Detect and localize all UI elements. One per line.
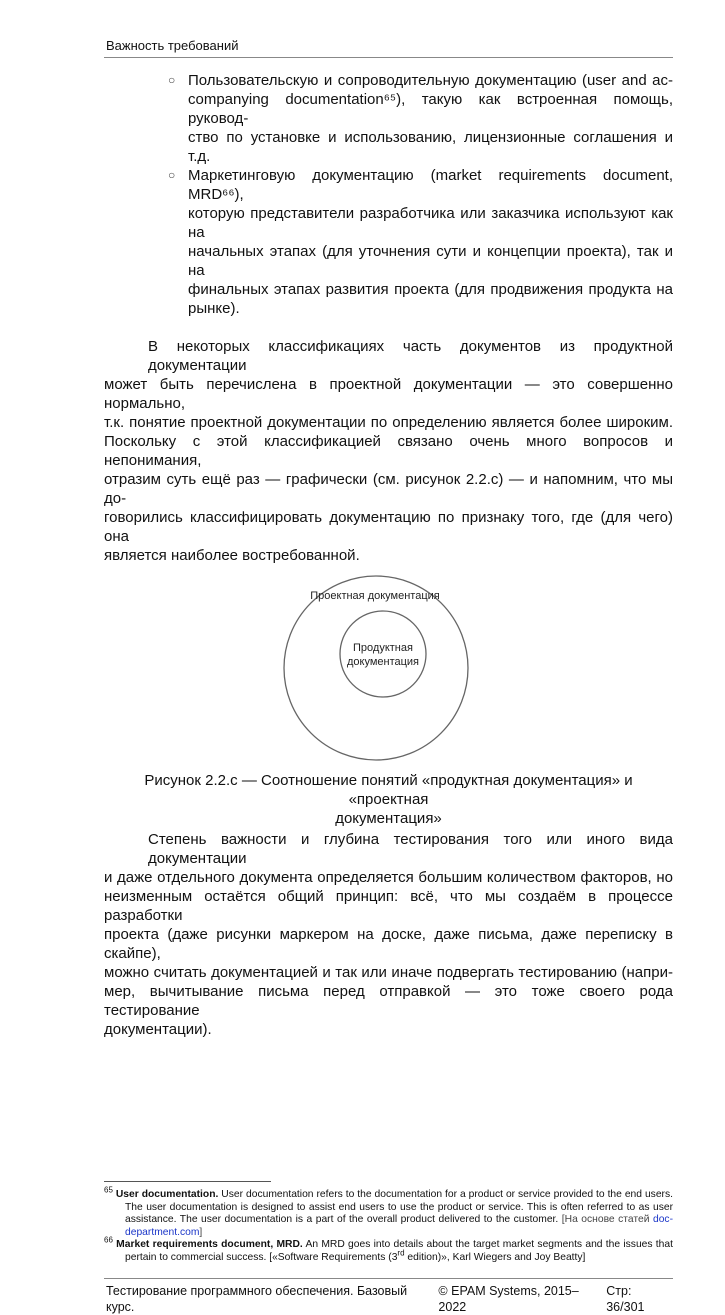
bullet-marker-icon: ○ xyxy=(168,73,176,87)
footnote-text: User documentation refers to the documentation for a product or service provided to the end users. The user documentation is designed to assist end users to use the product or service. This is often referred to as user assistance. The user documentation is a part of the overall product delivered to the customer. xyxy=(125,1189,673,1225)
caption-line: документация» xyxy=(335,810,442,827)
text-line: Маркетинговую документацию (market requirements document, MRD⁶⁶), xyxy=(188,167,673,203)
doc-department-link[interactable]: doc-department.com xyxy=(125,1214,673,1238)
text-line: и даже отдельного документа определяется большим количеством факторов, но xyxy=(104,869,673,886)
inner-label-line1: Продуктная xyxy=(353,642,413,654)
text-line: является наиболее востребованной. xyxy=(104,547,360,564)
text-line: Степень важности и глубина тестирования того или иного вида документации xyxy=(148,831,673,867)
footnote-term: User documentation. xyxy=(115,1189,219,1200)
bullet-item xyxy=(168,166,673,318)
footnote-number: 65 xyxy=(104,1185,113,1195)
text-line: companying documentation⁶⁵), такую как встроенная помощь, руковод- xyxy=(188,91,673,127)
text-line: Пользовательскую и сопроводительную документацию (user and ac- xyxy=(188,72,673,89)
footnote-ref-sup: rd xyxy=(397,1248,405,1258)
footnote-65 xyxy=(104,1185,673,1239)
text-line: говорились классифицировать документацию по признаку того, где (для чего) она xyxy=(104,509,673,545)
inner-label-line2: документация xyxy=(346,656,420,668)
footnote-66 xyxy=(104,1235,673,1264)
outer-label: Проектная документация xyxy=(310,590,440,602)
text-line: рынке). xyxy=(188,300,240,317)
text-line: может быть перечислена в проектной документации — это совершенно нормально, xyxy=(104,376,673,412)
caption-line: Рисунок 2.2.c — Соотношение понятий «продуктная документация» и «проектная xyxy=(144,772,633,808)
footnote-ref: [На основе статей xyxy=(561,1214,653,1225)
footer-divider xyxy=(104,1278,673,1279)
text-line: мер, вычитывание письма перед отправкой — это тоже своего рода тестирование xyxy=(104,983,673,1019)
text-line: ство по установке и использованию, лицензионные соглашения и т.д. xyxy=(188,129,673,165)
documentation-diagram xyxy=(278,573,478,763)
footnote-term: Market requirements document, MRD. xyxy=(116,1239,303,1250)
text-line: документации). xyxy=(104,1021,212,1038)
paragraph-testing-importance xyxy=(104,830,673,1039)
bullet-list xyxy=(168,71,673,318)
text-line: финальных этапах развития проекта (для продвижения продукта на xyxy=(188,281,673,298)
footnote-ref-end: ] xyxy=(199,1226,203,1238)
text-line: т.к. понятие проектной документации по определению является более широким. xyxy=(104,414,673,431)
course-title: Тестирование программного обеспечения. Базовый курс. xyxy=(106,1284,408,1314)
text-line: начальных этапах (для уточнения сути и концепции проекта), так и на xyxy=(188,243,673,279)
copyright: © EPAM Systems, 2015–2022 xyxy=(438,1284,579,1314)
footnotes xyxy=(104,1185,673,1264)
text-line: которую представители разработчика или заказчика используют как на xyxy=(188,205,673,241)
footnote-ref: [«Software Requirements (3 xyxy=(269,1251,398,1263)
text-line: неизменным остаётся общий принцип: всё, что мы создаём в процессе разработки xyxy=(104,888,673,924)
footnote-text: An MRD goes into details about the target market segments and the issues that pertain to commercial success. xyxy=(125,1239,673,1263)
running-header: Важность требований xyxy=(106,38,239,53)
header-divider xyxy=(104,57,673,58)
text-line: В некоторых классификациях часть документов из продуктной документации xyxy=(148,338,673,374)
bullet-marker-icon: ○ xyxy=(168,168,176,182)
diagram-container xyxy=(104,573,673,763)
paragraph-classification xyxy=(104,337,673,565)
page-footer xyxy=(104,1283,673,1315)
bullet-item xyxy=(168,71,673,166)
text-line: отразим суть ещё раз — графически (см. рисунок 2.2.c) — и напомним, что мы до- xyxy=(104,471,673,507)
text-line: проекта (даже рисунки маркером на доске, даже письма, даже переписку в скайпе), xyxy=(104,926,673,962)
text-line: Поскольку с этой классификацией связано очень много вопросов и непонимания, xyxy=(104,433,673,469)
page-number: Стр: 36/301 xyxy=(606,1284,645,1314)
document-page xyxy=(104,0,673,1315)
outer-circle-project-docs xyxy=(284,576,468,760)
footnote-ref-end: edition)», Karl Wiegers and Joy Beatty] xyxy=(404,1251,586,1263)
text-line: можно считать документацией и так или иначе подвергать тестированию (напри- xyxy=(104,964,673,981)
figure-caption xyxy=(104,771,673,828)
footnote-number: 66 xyxy=(104,1235,113,1245)
footnote-separator xyxy=(104,1181,271,1182)
page-spacer xyxy=(104,1039,673,1181)
inner-circle-product-docs xyxy=(340,611,426,697)
